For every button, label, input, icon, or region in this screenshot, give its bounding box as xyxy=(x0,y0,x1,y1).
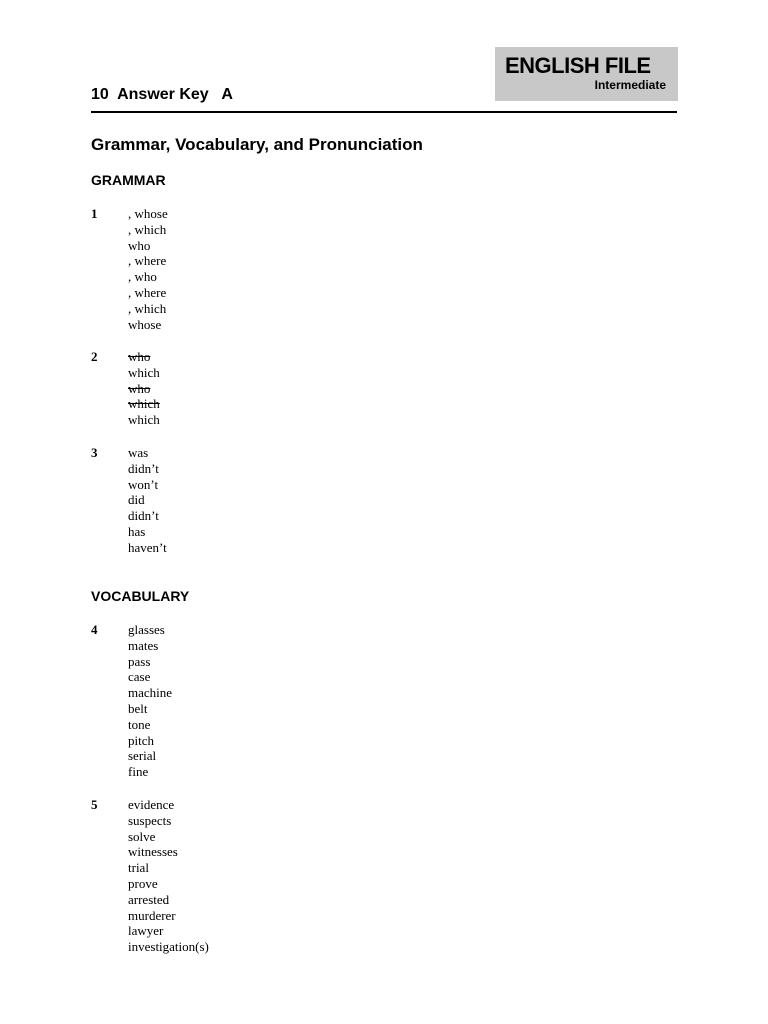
answer-text: trial xyxy=(128,860,149,876)
logo-subtitle: Intermediate xyxy=(594,78,666,92)
answer-item xyxy=(0,701,300,717)
answer-text: evidence xyxy=(128,797,175,812)
answer-text: which xyxy=(128,364,160,380)
exercise-number: 1 xyxy=(91,206,98,221)
answer-item xyxy=(0,797,300,813)
answer-text: machine xyxy=(128,685,173,701)
answer-item xyxy=(0,685,300,701)
answer-item xyxy=(0,876,300,892)
header-divider xyxy=(91,111,677,113)
answer-text: , where xyxy=(128,285,167,300)
answer-text: prove xyxy=(128,876,158,891)
answer-text: witnesses xyxy=(128,844,178,860)
answer-item xyxy=(0,860,300,876)
logo-title: ENGLISH FILE xyxy=(505,53,651,78)
answer-item xyxy=(0,829,300,845)
answer-text: , which xyxy=(128,221,167,237)
answer-item xyxy=(0,461,300,477)
answer-text: arrested xyxy=(128,891,170,907)
answer-item xyxy=(0,764,300,780)
answer-text: pass xyxy=(128,653,151,669)
exercise-number: 3 xyxy=(91,445,98,460)
answer-text: serial xyxy=(128,748,157,764)
answer-item xyxy=(0,524,300,540)
answer-item xyxy=(0,492,300,508)
answer-text: won’t xyxy=(128,476,159,492)
answer-text: haven’t xyxy=(128,539,167,555)
answer-text: did xyxy=(128,492,145,508)
answer-text: mates xyxy=(128,637,159,653)
answer-text: has xyxy=(128,524,146,539)
answer-text: who xyxy=(128,237,151,253)
answer-item xyxy=(0,654,300,670)
crossed-out-answer: which xyxy=(128,396,160,412)
answer-item xyxy=(0,412,300,428)
answer-text: which xyxy=(128,412,160,428)
answer-text: whose xyxy=(128,316,162,332)
exercise-number: 2 xyxy=(91,349,98,364)
answer-text: investigation(s) xyxy=(128,939,209,955)
answer-item xyxy=(0,669,300,685)
answer-item xyxy=(0,349,300,365)
answer-item xyxy=(0,445,300,461)
answer-item xyxy=(0,206,300,222)
answer-text: fine xyxy=(128,764,149,780)
answer-text: , who xyxy=(128,269,157,285)
answer-item xyxy=(0,238,300,254)
exercise-number: 5 xyxy=(91,797,98,812)
answer-item xyxy=(0,477,300,493)
answer-item xyxy=(0,813,300,829)
answer-item xyxy=(0,396,300,412)
section-title: Grammar, Vocabulary, and Pronunciation xyxy=(91,135,423,154)
page-title: 10 Answer Key A xyxy=(91,86,233,103)
answer-text: case xyxy=(128,669,151,685)
answer-item xyxy=(0,365,300,381)
answer-text: , whose xyxy=(128,206,168,221)
answer-item xyxy=(0,748,300,764)
answer-item xyxy=(0,923,300,939)
vocabulary-heading: VOCABULARY xyxy=(91,588,190,604)
answer-text: didn’t xyxy=(128,508,159,524)
answer-item xyxy=(0,908,300,924)
answer-text: , which xyxy=(128,300,167,316)
answer-item xyxy=(0,892,300,908)
answer-item xyxy=(0,508,300,524)
answer-text: belt xyxy=(128,701,148,716)
crossed-out-answer: who xyxy=(128,349,151,364)
answer-text: didn’t xyxy=(128,460,159,476)
answer-item xyxy=(0,285,300,301)
answer-text: lawyer xyxy=(128,923,164,939)
english-file-logo xyxy=(495,47,678,101)
crossed-out-answer: who xyxy=(128,380,151,396)
answer-item xyxy=(0,253,300,269)
answer-item xyxy=(0,381,300,397)
answer-item xyxy=(0,222,300,238)
exercise-number: 4 xyxy=(91,622,98,637)
grammar-heading: GRAMMAR xyxy=(91,172,166,188)
answer-text: suspects xyxy=(128,812,172,828)
answer-item xyxy=(0,638,300,654)
answer-item xyxy=(0,317,300,333)
answer-item xyxy=(0,733,300,749)
answer-item xyxy=(0,939,300,955)
answer-text: , where xyxy=(128,253,167,269)
answer-text: was xyxy=(128,445,149,460)
answer-item xyxy=(0,301,300,317)
answer-text: solve xyxy=(128,828,156,844)
answer-text: murderer xyxy=(128,907,176,923)
answer-item xyxy=(0,622,300,638)
answer-text: glasses xyxy=(128,622,165,637)
answer-item xyxy=(0,540,300,556)
answer-item xyxy=(0,717,300,733)
answer-item xyxy=(0,269,300,285)
answer-text: tone xyxy=(128,716,151,732)
answer-item xyxy=(0,844,300,860)
answer-text: pitch xyxy=(128,732,154,748)
